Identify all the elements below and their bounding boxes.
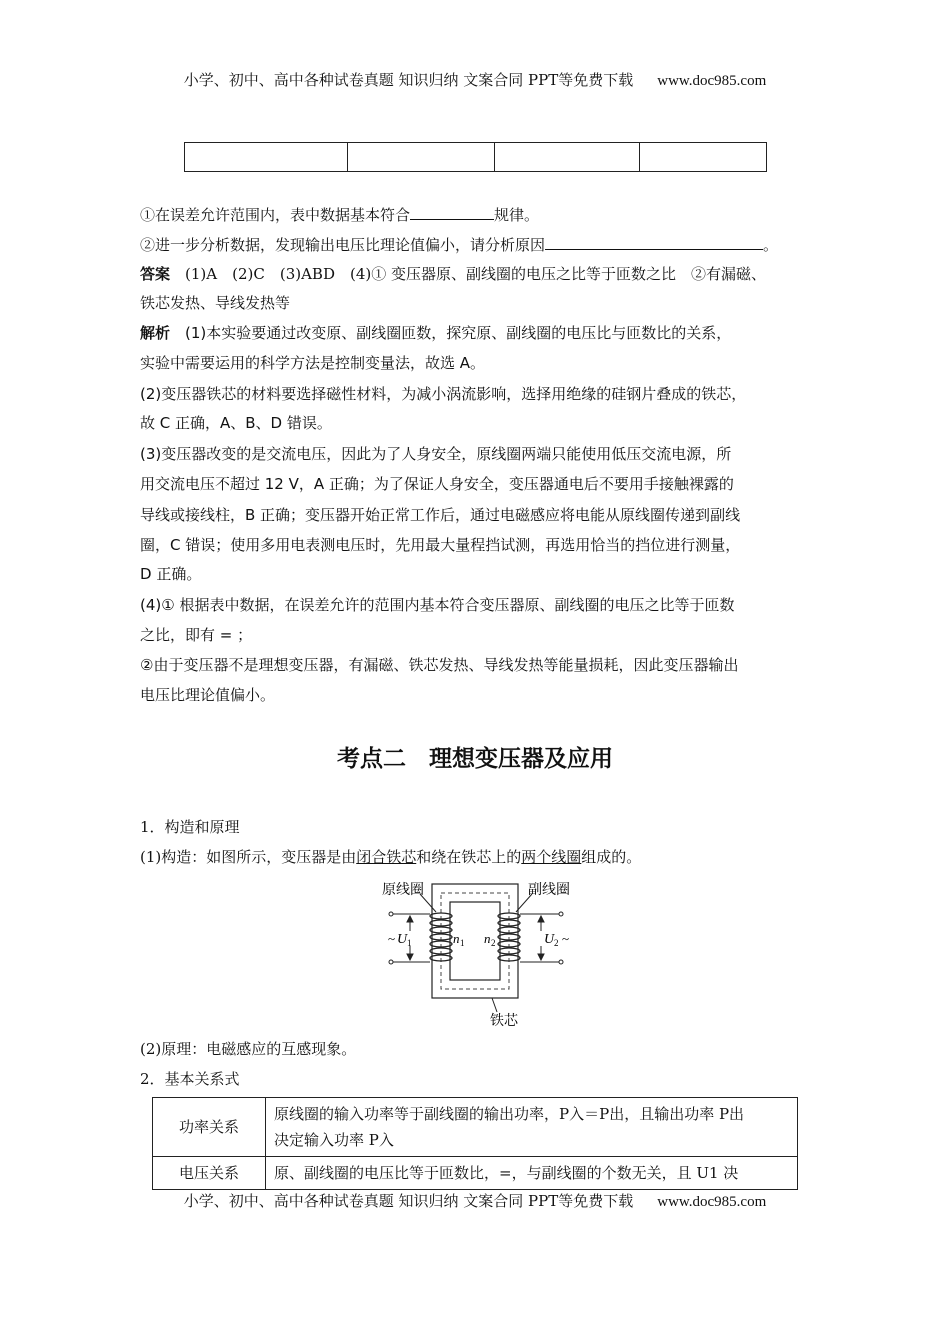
analysis-line-7: 导线或接线柱，B 正确；变压器开始正常工作后，通过电磁感应将电能从原线圈传递到副线 (140, 506, 741, 524)
section-title: 考点二 理想变压器及应用 (337, 746, 613, 772)
power-relation-text (266, 1098, 798, 1157)
q2-blank[interactable] (545, 233, 763, 250)
analysis-line-6: 用交流电压不超过 12 V，A 正确；为了保证人身安全，变压器通电后不要用手接触裸露的 (140, 475, 734, 493)
q1-text: ①在误差允许范围内，表中数据基本符合 (140, 206, 411, 224)
table-cell (348, 143, 495, 172)
header-site: www.doc985.com (657, 73, 767, 89)
u2-sub: 2 (554, 938, 559, 948)
analysis-text: (1)本实验要通过改变原、副线圈匝数，探究原、副线圈的电压比与匝数比的关系， (185, 324, 732, 342)
voltage-relation-label: 电压关系 (153, 1157, 266, 1190)
voltage-relation-text (266, 1157, 798, 1190)
data-table-row (184, 142, 767, 172)
power-relation-line-2: 决定输入功率 P入 (274, 1131, 394, 1149)
q1-blank[interactable] (410, 203, 494, 220)
two-coils-term: 两个线圈 (521, 848, 582, 866)
answer-text: (1)A (2)C (3)ABD (4)① 变压器原、副线圈的电压之比等于匝数之比 ②有漏磁、 (185, 265, 766, 283)
analysis-line-2: 实验中需要运用的科学方法是控制变量法，故选 A。 (140, 354, 486, 372)
u1-sub: 1 (407, 938, 412, 948)
page-header (0, 69, 950, 90)
answer-text-2: 铁芯发热、导线发热等 (140, 294, 291, 312)
analysis-line-4: 故 C 正确，A、B、D 错误。 (140, 414, 332, 432)
q2-text: ②进一步分析数据，发现输出电压比理论值偏小，请分析原因 (140, 236, 546, 254)
analysis-line-13: 电压比理论值偏小。 (140, 686, 276, 704)
closed-core-term: 闭合铁芯 (356, 848, 417, 866)
relations-table (152, 1097, 798, 1190)
analysis-line-10: (4)① 根据表中数据，在误差允许的范围内基本符合变压器原、副线圈的电压之比等于匝数 (140, 596, 735, 614)
question-2 (140, 233, 778, 256)
answer-label: 答案 (140, 265, 171, 283)
q1-tail: 规律。 (494, 206, 540, 224)
table-cell (185, 143, 348, 172)
n1-label: n (453, 931, 460, 946)
analysis-line-9: D 正确。 (140, 565, 202, 583)
u2-label: U (544, 932, 555, 947)
power-relation-label: 功率关系 (153, 1098, 266, 1157)
analysis-line-11: 之比，即有 = ； (140, 626, 253, 644)
principle-line: (2)原理：电磁感应的互感现象。 (140, 1040, 357, 1058)
secondary-label: 副线圈 (528, 882, 570, 898)
analysis-label: 解析 (140, 324, 171, 342)
q2-tail: 。 (763, 236, 779, 254)
header-text: 小学、初中、高中各种试卷真题 知识归纳 文案合同 PPT等免费下载 (183, 71, 634, 89)
analysis-line-12: ②由于变压器不是理想变压器，有漏磁、铁芯发热、导线发热等能量损耗，因此变压器输出 (140, 656, 739, 674)
structure-text-end: 组成的。 (581, 848, 642, 866)
table-cell (640, 143, 767, 172)
power-relation-line-1: 原线圈的输入功率等于副线圈的输出功率，P入＝P出，且输出功率 P出 (274, 1105, 745, 1123)
table-row (153, 1157, 798, 1190)
n2-label: n (484, 931, 491, 946)
page-footer (0, 1190, 950, 1211)
part2-heading: 2．基本关系式 (140, 1070, 240, 1088)
n1-sub: 1 (460, 938, 465, 948)
voltage-relation-line-1: 原、副线圈的电压比等于匝数比，=，与副线圈的个数无关，且 U1 决 (274, 1164, 739, 1182)
analysis-line-3: (2)变压器铁芯的材料要选择磁性材料，为减小涡流影响，选择用绝缘的硅钢片叠成的铁芯， (140, 385, 747, 403)
question-1 (140, 203, 539, 226)
structure-line (140, 846, 641, 868)
table-row (153, 1098, 798, 1157)
analysis-line-5: (3)变压器改变的是交流电压，因此为了人身安全，原线圈两端只能使用低压交流电源，所 (140, 445, 732, 463)
table-cell (495, 143, 640, 172)
answer-line-1 (140, 263, 766, 285)
footer-site: www.doc985.com (657, 1194, 767, 1210)
analysis-line-1 (140, 322, 731, 344)
structure-text-mid: 和绕在铁芯上的 (416, 848, 522, 866)
transformer-diagram (380, 878, 580, 1028)
n2-sub: 2 (491, 938, 496, 948)
core-pointer (492, 998, 497, 1012)
analysis-line-8: 圈，C 错误；使用多用电表测电压时，先用最大量程挡试测，再选用恰当的挡位进行测量， (140, 536, 741, 554)
tilde-left: ~ (388, 931, 396, 946)
structure-text: (1)构造：如图所示，变压器是由 (140, 848, 357, 866)
answer-line-2 (140, 292, 290, 314)
core-label: 铁芯 (490, 1013, 518, 1028)
primary-label: 原线圈 (382, 882, 424, 898)
tilde-right: ~ (562, 931, 570, 946)
flux-path (441, 893, 509, 989)
footer-text: 小学、初中、高中各种试卷真题 知识归纳 文案合同 PPT等免费下载 (183, 1192, 634, 1210)
part1-heading: 1．构造和原理 (140, 818, 240, 836)
u1-label: U (397, 932, 408, 947)
